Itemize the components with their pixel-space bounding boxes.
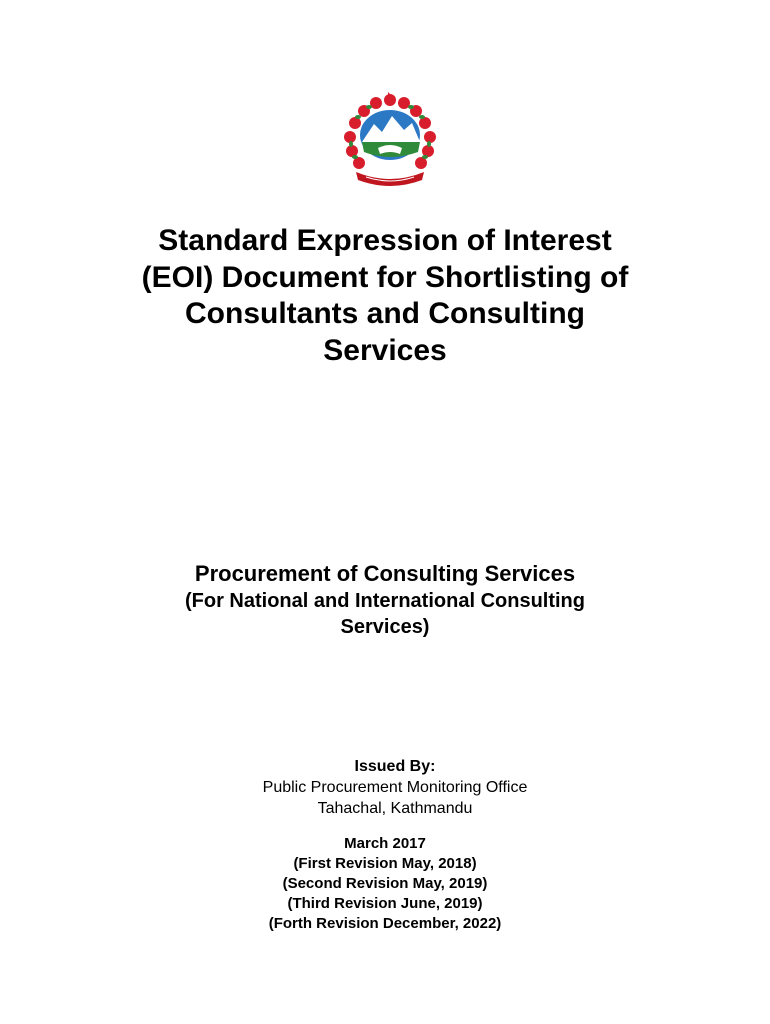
revision-history <box>185 834 585 934</box>
section-heading-main: Procurement of Consulting Services <box>194 561 576 586</box>
document-title-line: (EOI) Document for Shortlisting of <box>141 260 629 294</box>
revision-line: (Second Revision May, 2019) <box>282 875 488 892</box>
section-subheading-line: Services) <box>340 616 430 638</box>
original-date: March 2017 <box>344 835 426 852</box>
revision-line: (Third Revision June, 2019) <box>287 895 483 912</box>
issuer-block <box>185 756 605 819</box>
revision-line: (First Revision May, 2018) <box>293 855 477 872</box>
document-title-line: Standard Expression of Interest <box>158 224 612 257</box>
section-subheading-line: (For National and International Consulting <box>185 590 585 612</box>
nepal-government-emblem-icon <box>338 90 442 190</box>
document-title-line: Consultants and Consulting <box>185 297 585 330</box>
section-heading <box>110 560 660 640</box>
issued-by-label: Issued By: <box>354 758 436 775</box>
issuer-address: Tahachal, Kathmandu <box>317 800 473 817</box>
document-title-line: Services <box>323 333 447 367</box>
revision-line: (Forth Revision December, 2022) <box>268 915 502 932</box>
issuer-office: Public Procurement Monitoring Office <box>262 779 528 796</box>
document-title <box>85 223 685 369</box>
